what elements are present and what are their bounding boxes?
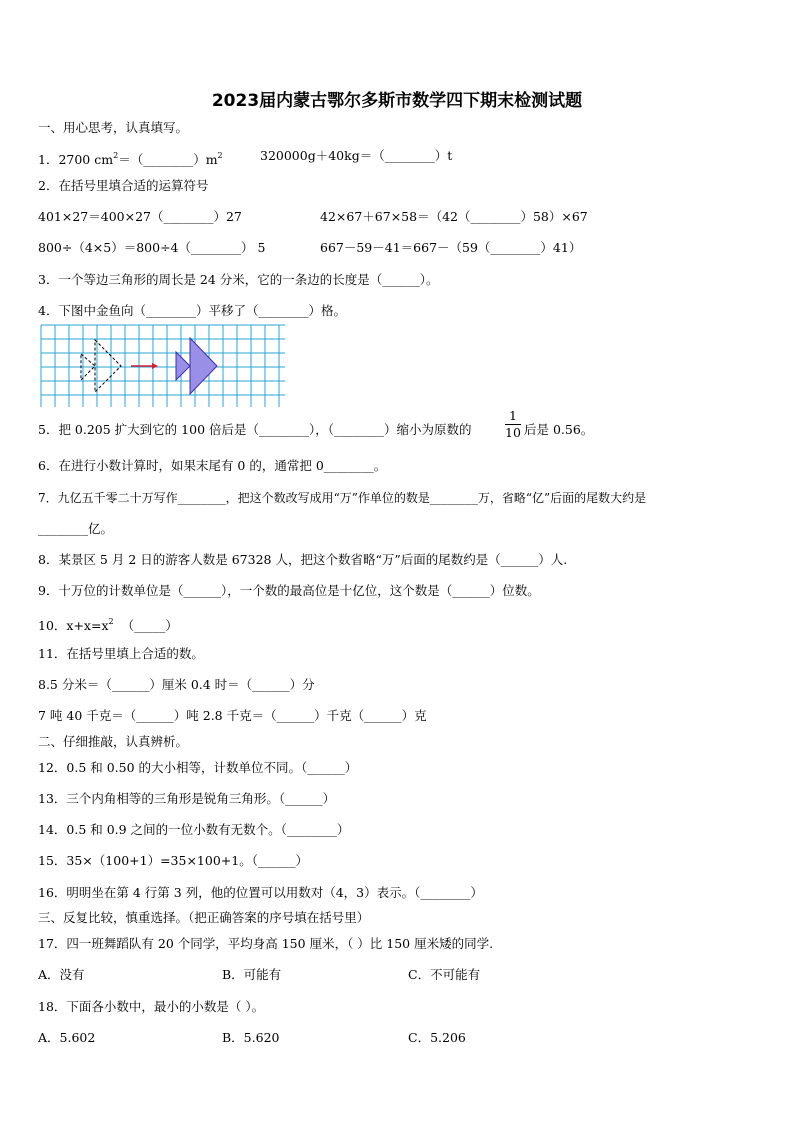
- question-12: 12．0.5 和 0.50 的大小相等，计数单位不同。（______）: [38, 760, 358, 775]
- fraction-numerator: 1: [509, 408, 517, 423]
- question-6: 6．在进行小数计算时，如果末尾有 0 的，通常把 0________。: [38, 458, 387, 473]
- q18-option-c[interactable]: C．5.206: [408, 1030, 466, 1045]
- q10-blank: （_____）: [121, 618, 178, 633]
- question-2: 2．在括号里填合适的运算符号: [38, 178, 209, 193]
- question-16: 16．明明坐在第 4 行第 3 列，他的位置可以用数对（4，3）表示。（________）: [38, 885, 483, 900]
- question-18: 18．下面各小数中，最小的小数是（ ）。: [38, 999, 265, 1014]
- q10-text: 10．x+x=x: [38, 618, 109, 633]
- section-2-heading: 二、仔细推敲，认真辨析。: [38, 734, 189, 749]
- question-14: 14．0.5 和 0.9 之间的一位小数有无数个。（________）: [38, 822, 350, 837]
- q5a-text: 5．把 0.205 扩大到它的 100 倍后是（________），（________）缩小为原数的: [38, 422, 472, 437]
- fish-tail-shape: [176, 352, 190, 380]
- question-3: 3．一个等边三角形的周长是 24 分米，它的一条边的长度是（______）。: [38, 272, 439, 287]
- fraction-denominator: 10: [505, 425, 521, 440]
- q18-option-a[interactable]: A．5.602: [38, 1030, 96, 1045]
- question-2d: 667－59－41＝667－（59（________）41）: [320, 240, 582, 255]
- question-2a: 401×27＝400×27（________）27: [38, 209, 242, 224]
- q1a-sup2: 2: [217, 151, 223, 160]
- page-title: 2023届内蒙古鄂尔多斯市数学四下期末检测试题: [211, 91, 583, 111]
- question-11b: 7 吨 40 千克＝（______）吨 2.8 千克＝（______）千克（______）克: [38, 708, 427, 723]
- question-7-cont: ________亿。: [38, 521, 114, 536]
- fraction-1-10: [505, 409, 521, 440]
- question-8: 8．某景区 5 月 2 日的游客人数是 67328 人，把这个数省略“万”后面的尾数约是（______）人.: [38, 552, 568, 567]
- q17-option-a[interactable]: A．没有: [38, 967, 85, 982]
- question-11: 11．在括号里填上合适的数。: [38, 646, 204, 661]
- question-7: 7．九亿五千零二十万写作________，把这个数改写成用“万”作单位的数是________万，省略“亿”后面的尾数大约是: [38, 491, 647, 505]
- question-5-end: 后是 0.56。: [524, 422, 594, 437]
- question-9: 9．十万位的计数单位是（______），一个数的最高位是十亿位，这个数是（______）位数。: [38, 583, 540, 598]
- q1a-rest: ＝（________）m: [118, 152, 218, 167]
- q10-sup: 2: [108, 617, 114, 626]
- q1a-text: 1．2700 cm: [38, 152, 114, 167]
- q17-option-c[interactable]: C．不可能有: [408, 967, 481, 982]
- question-10: [38, 614, 178, 634]
- question-2c: 800÷（4×5）＝800÷4（________） 5: [38, 240, 266, 255]
- fish-grid-figure: [40, 324, 286, 408]
- fish-body-shape: [190, 338, 217, 394]
- dashed-fish-outline: [95, 340, 121, 392]
- question-11a: 8.5 分米＝（______）厘米 0.4 时＝（______）分: [38, 677, 315, 692]
- question-5: [38, 422, 472, 438]
- question-17: 17．四一班舞蹈队有 20 个同学，平均身高 150 厘米，（ ）比 150 厘米矮的同学.: [38, 936, 494, 951]
- q17-option-b[interactable]: B．可能有: [222, 967, 282, 982]
- section-3-heading: 三、反复比较，慎重选择。（把正确答案的序号填在括号里）: [38, 910, 370, 925]
- question-13: 13．三个内角相等的三角形是锐角三角形。（______）: [38, 791, 336, 806]
- translation-arrow-head: [152, 363, 158, 369]
- question-2b: 42×67＋67×58＝（42（________）58）×67: [320, 209, 588, 224]
- q1a-sup: 2: [113, 151, 119, 160]
- grid-lines: [41, 325, 285, 407]
- question-1a: [38, 148, 223, 168]
- section-1-heading: 一、用心思考，认真填写。: [38, 120, 189, 135]
- question-15: 15．35×（100+1）=35×100+1。（______）: [38, 853, 308, 868]
- question-1b: 320000g＋40kg＝（________）t: [260, 148, 453, 163]
- question-4: 4．下图中金鱼向（________）平移了（________）格。: [38, 303, 346, 318]
- q18-option-b[interactable]: B．5.620: [222, 1030, 280, 1045]
